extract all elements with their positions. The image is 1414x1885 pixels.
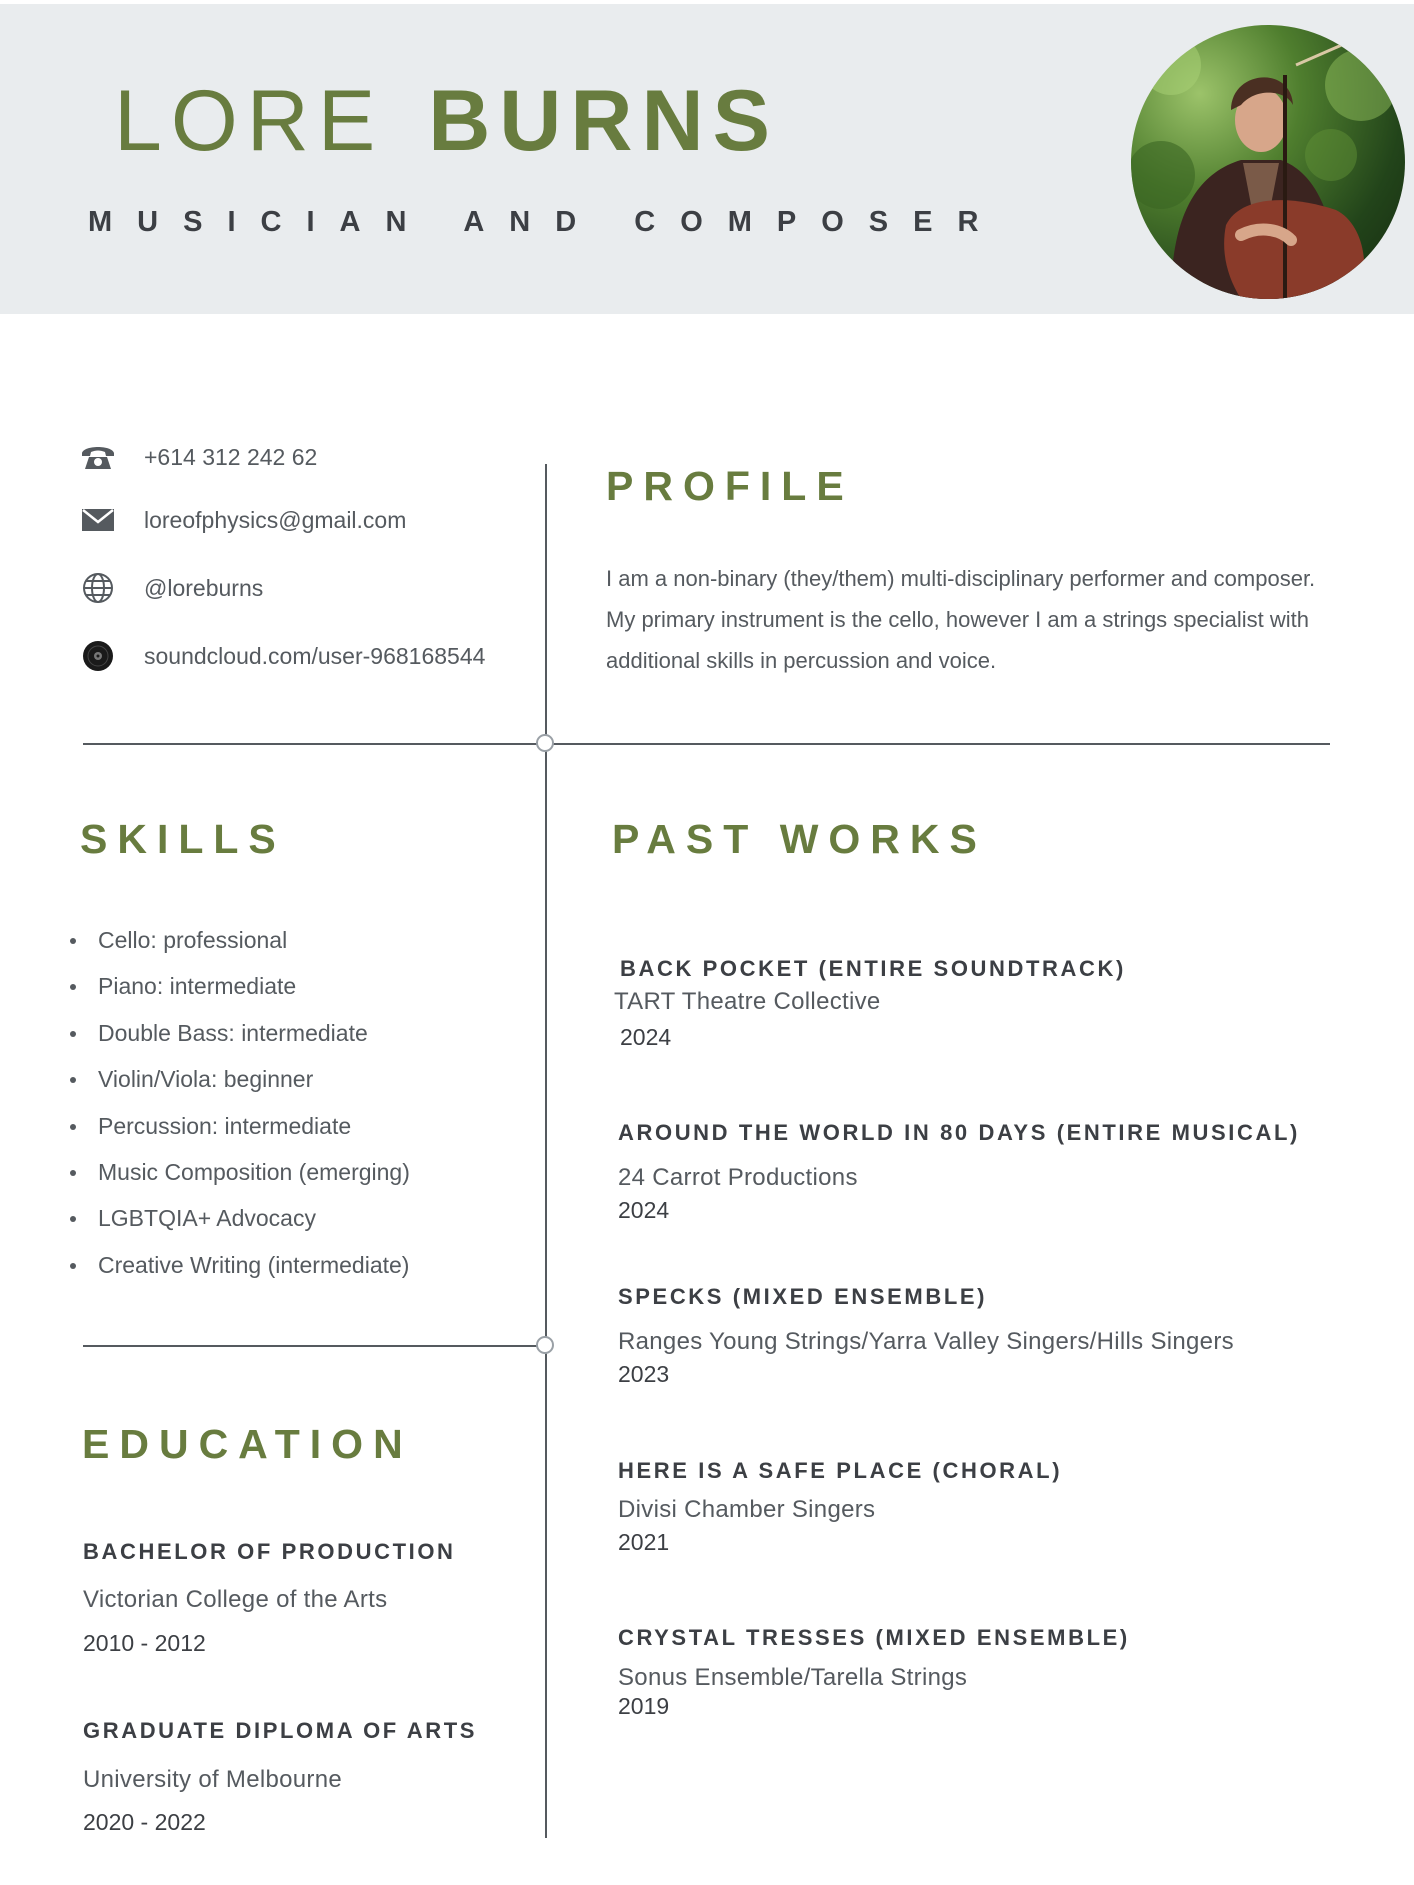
work-organization: Ranges Young Strings/Yarra Valley Singers/Hills Singers <box>618 1328 1234 1355</box>
phone-icon <box>80 440 116 474</box>
work-organization: Sonus Ensemble/Tarella Strings <box>618 1664 968 1691</box>
work-year: 2024 <box>618 1197 670 1223</box>
past-works-heading: PAST WORKS <box>612 816 987 862</box>
soundcloud-link: soundcloud.com/user-968168544 <box>144 642 486 669</box>
skill-item: Piano: intermediate <box>70 968 410 1014</box>
contact-handle[interactable] <box>80 571 263 605</box>
work-organization: TART Theatre Collective <box>614 988 881 1015</box>
skills-list <box>70 922 410 1293</box>
education-degree: BACHELOR OF PRODUCTION <box>83 1539 456 1564</box>
contact-soundcloud[interactable] <box>80 639 485 673</box>
education-school: Victorian College of the Arts <box>83 1586 388 1613</box>
education-degree: GRADUATE DIPLOMA OF ARTS <box>83 1718 478 1743</box>
vinyl-record-icon <box>80 639 116 673</box>
skill-item: Music Composition (emerging) <box>70 1154 410 1200</box>
work-title: HERE IS A SAFE PLACE (CHORAL) <box>618 1458 1063 1483</box>
horizontal-divider-profile <box>83 743 1330 745</box>
education-school: University of Melbourne <box>83 1766 343 1793</box>
skill-item: Cello: professional <box>70 922 410 968</box>
full-name <box>114 73 779 169</box>
education-years: 2020 - 2022 <box>83 1809 206 1835</box>
divider-node <box>536 1336 554 1354</box>
skill-item: LGBTQIA+ Advocacy <box>70 1200 410 1246</box>
work-title: SPECKS (MIXED ENSEMBLE) <box>618 1284 988 1309</box>
contact-phone[interactable] <box>80 440 317 474</box>
work-year: 2023 <box>618 1361 670 1387</box>
work-title: BACK POCKET (ENTIRE SOUNDTRACK) <box>620 956 1126 981</box>
profile-text: I am a non-binary (they/them) multi-disciplinary performer and composer. My primary instrument is the cello, however I am a strings specialist with additional skills in percussion and voice. <box>606 566 1316 673</box>
work-organization: 24 Carrot Productions <box>618 1164 858 1191</box>
education-years: 2010 - 2012 <box>83 1630 206 1656</box>
profile-photo <box>1131 25 1405 299</box>
skills-heading: SKILLS <box>80 816 286 862</box>
work-organization: Divisi Chamber Singers <box>618 1496 876 1523</box>
social-handle: @loreburns <box>144 574 264 601</box>
skill-item: Violin/Viola: beginner <box>70 1061 410 1107</box>
last-name: BURNS <box>428 73 779 169</box>
skill-item: Double Bass: intermediate <box>70 1015 410 1061</box>
skill-item: Percussion: intermediate <box>70 1108 410 1154</box>
contact-email[interactable] <box>80 503 406 537</box>
globe-icon <box>80 571 116 605</box>
first-name: LORE <box>114 73 385 169</box>
work-title: CRYSTAL TRESSES (MIXED ENSEMBLE) <box>618 1625 1130 1650</box>
profile-heading: PROFILE <box>606 463 854 509</box>
work-year: 2019 <box>618 1693 670 1719</box>
horizontal-divider-skills <box>83 1345 545 1347</box>
mail-icon <box>80 503 116 537</box>
work-title: AROUND THE WORLD IN 80 DAYS (ENTIRE MUSICAL) <box>618 1120 1300 1145</box>
email-address: loreofphysics@gmail.com <box>144 506 407 533</box>
job-subtitle: MUSICIAN AND COMPOSER <box>88 206 1004 238</box>
vertical-divider <box>545 464 547 1838</box>
divider-node <box>536 734 554 752</box>
education-heading: EDUCATION <box>82 1421 413 1467</box>
phone-number: +614 312 242 62 <box>144 443 318 470</box>
header-banner <box>0 4 1414 314</box>
work-year: 2024 <box>620 1024 672 1050</box>
work-year: 2021 <box>618 1529 670 1555</box>
skill-item: Creative Writing (intermediate) <box>70 1247 410 1293</box>
